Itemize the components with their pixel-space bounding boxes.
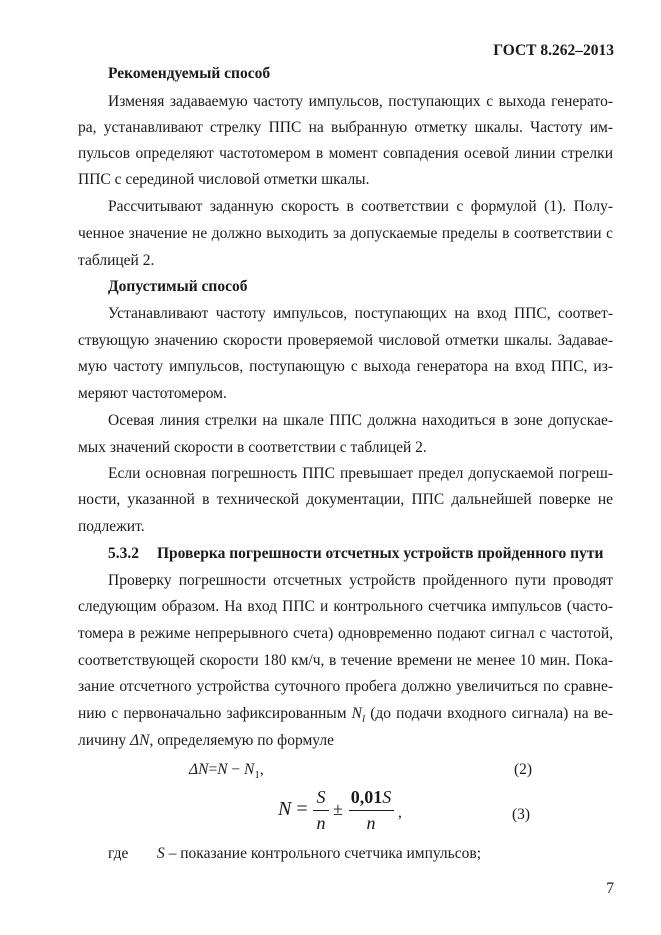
where-text: – показание контрольного счетчика импульсов;: [164, 845, 481, 862]
page-number: 7: [606, 880, 614, 897]
text-line: Устанавливают частоту импульсов, поступающих на вход ППС, соответ-: [108, 305, 613, 322]
text-line: следующим образом. На вход ППС и контрольного счетчика импульсов (часто-: [78, 598, 613, 615]
text-line: [78, 704, 613, 729]
text-line: меряют частотомером.: [78, 385, 227, 402]
text-line: ППС с серединой числовой отметки шкалы.: [78, 171, 370, 188]
variable-n: N: [351, 705, 362, 722]
formula-2: [189, 760, 264, 785]
text-line: пульсов определяют частотомером в момент совпадения осевой линии стрелки: [78, 145, 613, 162]
section-title: Проверка погрешности отсчетных устройств пройденного пути: [157, 545, 604, 562]
text-line: ра, устанавливают стрелку ППС на выбранную отметку шкалы. Частоту им-: [78, 119, 613, 136]
formula-eq: =: [208, 761, 218, 778]
text-line: ченное значение не должно выходить за допускаемые пределы в соответствии с: [78, 225, 613, 242]
variable-delta-n: ΔN: [130, 732, 150, 749]
heading-allowed: Допустимый способ: [108, 278, 248, 295]
text-line: подлежит.: [78, 518, 145, 535]
formula-lhs: ΔN: [189, 761, 209, 778]
text-line: Изменяя задаваемую частоту импульсов, поступающих с выхода генерато-: [108, 93, 613, 110]
fraction-2-denominator: n: [366, 813, 376, 833]
text-line: таблицей 2.: [78, 252, 155, 269]
text-line: Рассчитывают заданную скорость в соответствии с формулой (1). Полу-: [108, 198, 613, 215]
text-line: [78, 731, 334, 751]
text-line: мых значений скорости в соответствии с таблицей 2.: [78, 439, 427, 456]
formula-comma: ,: [398, 804, 402, 821]
fraction-2-numerator: 0,01S: [350, 787, 392, 807]
where-definition: [157, 844, 481, 864]
where-label: где: [108, 845, 129, 862]
text-line: соответствующей скорости 180 км/ч, в течение времени не менее 10 мин. Пока-: [78, 652, 613, 669]
fraction-2-bar: [349, 810, 394, 811]
formula-lhs: N =: [278, 798, 308, 820]
formula-sub: 1: [254, 769, 260, 782]
text-line: мую частоту импульсов, поступающую с выхода генератора на вход ППС, из-: [78, 358, 613, 375]
document-code: ГОСТ 8.262–2013: [493, 42, 614, 59]
heading-recommended: Рекомендуемый способ: [108, 65, 271, 82]
plus-minus-sign: ±: [333, 799, 343, 819]
formula-var-n: N: [217, 761, 228, 778]
fraction-1-numerator: S: [316, 787, 326, 807]
text-line: Если основная погрешность ППС превышает предел допускаемой погреш-: [108, 465, 613, 482]
formula-2-number: (2): [514, 761, 533, 778]
text-fragment: , определяемую по формуле: [149, 732, 334, 749]
section-number: 5.3.2: [108, 545, 139, 562]
where-variable: S: [157, 845, 165, 862]
text-line: томера в режиме непрерывного счета) одновременно подают сигнал с частотой,: [78, 625, 613, 642]
text-fragment: личину: [78, 732, 131, 749]
text-line: Проверку погрешности отсчетных устройств пройденного пути проводят: [108, 572, 613, 589]
text-fragment: (до подачи входного сигнала) на ве-: [365, 705, 613, 722]
fraction-1-denominator: n: [316, 813, 326, 833]
formula-minus: −: [227, 761, 245, 778]
text-line: Осевая линия стрелки на шкале ППС должна находиться в зоне допускае-: [108, 412, 613, 429]
formula-comma: ,: [259, 761, 264, 778]
fraction-1-bar: [313, 810, 329, 811]
subscript-l: l: [362, 713, 366, 726]
text-line: зание отсчетного устройства суточного пробега должно увеличиться по сравне-: [78, 678, 613, 695]
text-line: ствующую значению скорости проверяемой числовой отметки шкалы. Задавае-: [78, 332, 613, 349]
formula-3-number: (3): [512, 806, 531, 823]
formula-var-n1: N: [244, 761, 255, 778]
text-fragment: нию с первоначально зафиксированным: [78, 705, 352, 722]
text-line: ности, указанной в технической документации, ППС дальнейшей поверке не: [78, 491, 613, 508]
